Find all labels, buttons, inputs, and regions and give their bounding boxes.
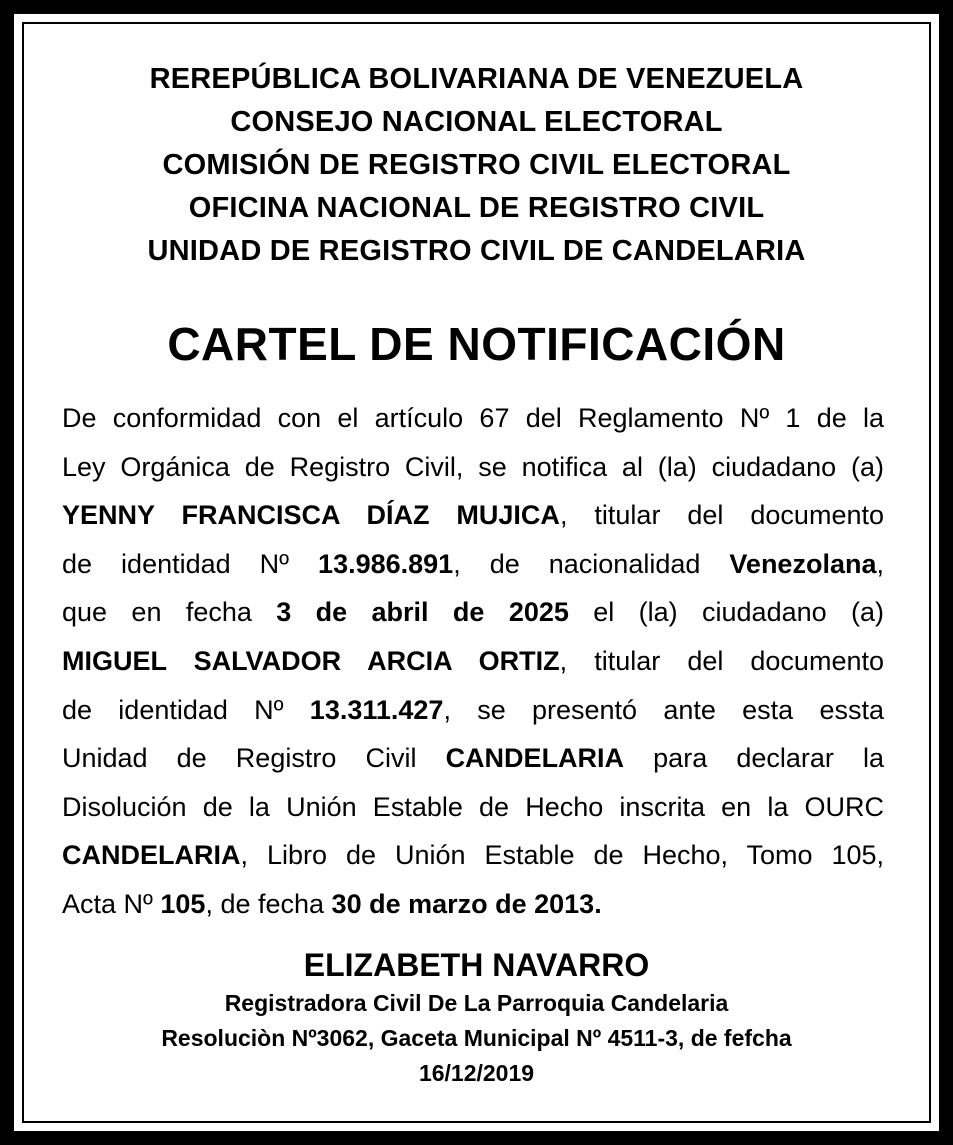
declaration-date: 3 de abril de 2025 (276, 597, 569, 628)
act-date: 30 de marzo de 2013. (331, 888, 602, 919)
body-line (62, 831, 884, 880)
header-line-council: CONSEJO NACIONAL ELECTORAL (230, 106, 723, 138)
body-line (62, 588, 884, 637)
body-text-segment: , se presentó ante esta essta (443, 694, 884, 725)
body-line (62, 637, 884, 686)
body-text-segment: Acta Nº (62, 888, 161, 919)
signature-block (14, 944, 939, 1091)
header-line-republic: REREPÚBLICA BOLIVARIANA DE VENEZUELA (149, 63, 804, 95)
body-text-segment: , titular del documento (559, 645, 884, 676)
body-text-segment: , titular del documento (559, 500, 884, 531)
declarant-id: 13.311.427 (309, 694, 444, 725)
body-text-segment: de identidad Nº (62, 548, 319, 579)
signatory-resolution-date: 16/12/2019 (418, 1060, 535, 1086)
body-text-segment: , de nacionalidad (453, 548, 730, 579)
body-text-segment: , Libro de Unión Estable de Hecho, Tomo 105, (240, 840, 884, 871)
body-text-segment: para declarar la (624, 743, 884, 774)
body-text-segment: Unidad de Registro Civil (62, 743, 446, 774)
body-text-segment: Ley Orgánica de Registro Civil, se notifica al (la) ciudadano (a) (62, 451, 884, 482)
body-line (62, 491, 884, 540)
body-line (62, 783, 884, 832)
notice-sheet (14, 14, 939, 1131)
body-text-segment: el (la) ciudadano (a) (568, 597, 885, 628)
body-line (62, 734, 884, 783)
body-line (62, 540, 884, 589)
body-line (62, 443, 884, 492)
ourc-name: CANDELARIA (62, 840, 241, 871)
declarant-name: MIGUEL SALVADOR ARCIA ORTIZ (62, 645, 560, 676)
body-text-segment: de identidad Nº (62, 694, 310, 725)
header-line-unit: UNIDAD DE REGISTRO CIVIL DE CANDELARIA (147, 235, 806, 267)
body-line (62, 394, 884, 443)
body-text-segment: Disolución de la Unión Estable de Hecho inscrita en la OURC (62, 791, 884, 822)
body-text-segment: que en fecha (62, 597, 277, 628)
notice-title: CARTEL DE NOTIFICACIÓN (167, 318, 786, 370)
registry-unit-name: CANDELARIA (445, 743, 625, 774)
body-text-segment: De conformidad con el artículo 67 del Reglamento Nº 1 de la (62, 403, 884, 433)
signatory-resolution: Resoluciòn Nº3062, Gaceta Municipal Nº 4511-3, de fefcha (161, 1025, 792, 1051)
nationality: Venezolana (729, 548, 877, 579)
body-line (62, 686, 884, 735)
institution-header (14, 58, 939, 273)
notice-body (62, 394, 884, 929)
notified-citizen-id: 13.986.891 (318, 548, 454, 579)
header-line-office: OFICINA NACIONAL DE REGISTRO CIVIL (188, 192, 765, 224)
act-number: 105 (160, 888, 206, 919)
body-text-segment: , de fecha (205, 888, 332, 919)
body-line (62, 880, 884, 929)
header-line-commission: COMISIÓN DE REGISTRO CIVIL ELECTORAL (162, 149, 791, 181)
body-text-segment: , (876, 548, 884, 579)
notified-citizen-name: YENNY FRANCISCA DÍAZ MUJICA (62, 500, 560, 531)
signatory-name: ELIZABETH NAVARRO (303, 947, 650, 983)
signatory-role: Registradora Civil De La Parroquia Candelaria (224, 990, 729, 1016)
